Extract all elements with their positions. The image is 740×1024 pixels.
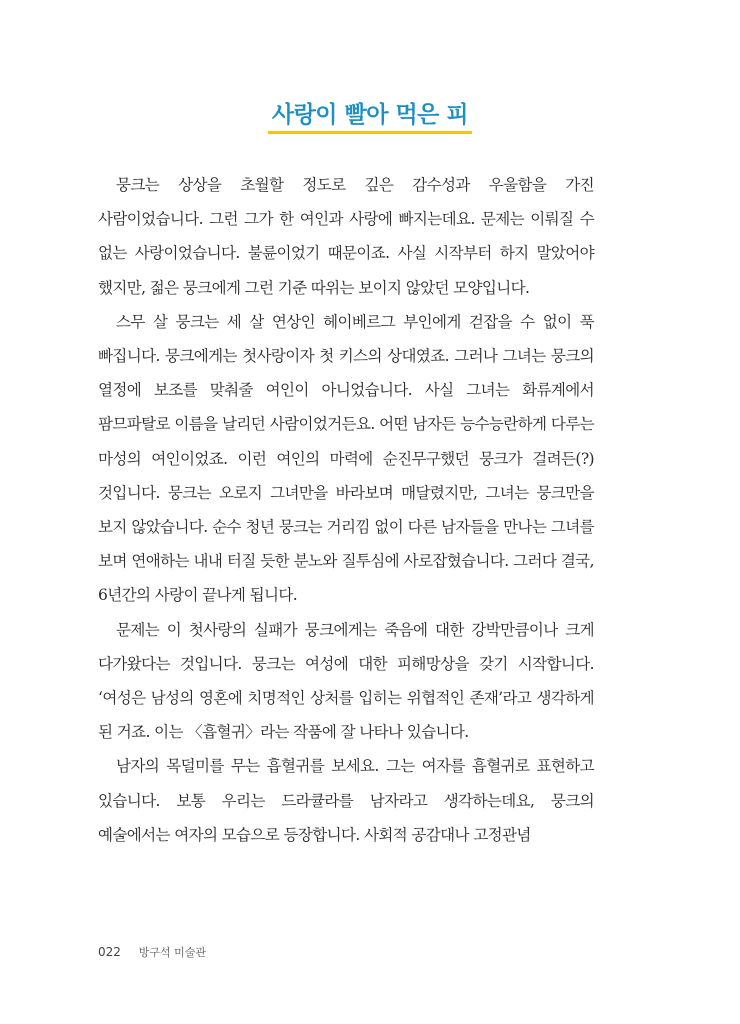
- book-title: 방구석 미술관: [138, 946, 206, 959]
- chapter-title-text: 사랑이 빨아 먹은 피: [271, 102, 469, 128]
- page-footer: [98, 944, 206, 960]
- chapter-title: [268, 96, 472, 132]
- paragraph: 문제는 이 첫사랑의 실패가 뭉크에게는 죽음에 대한 강박만큼이나 크게 다가왔다는 것입니다. 뭉크는 여성에 대한 피해망상을 갖기 시작합니다. ‘여성은 남성의 영혼에 치명적인 상처를 입히는 위협적인 존재’라고 생각하게 된 거죠. 이는 〈흡혈귀〉라는 작품에 잘 나타나 있습니다.: [98, 620, 594, 742]
- paragraph: 남자의 목덜미를 무는 흡혈귀를 보세요. 그는 여자를 흡혈귀로 표현하고 있습니다. 보통 우리는 드라큘라를 남자라고 생각하는데요, 뭉크의 예술에서는 여자의 모습으로 등장합니다. 사회적 공감대나 고정관념: [98, 757, 594, 844]
- paragraph: 스무 살 뭉크는 세 살 연상인 헤이베르그 부인에게 걷잡을 수 없이 푹 빠집니다. 뭉크에게는 첫사랑이자 첫 키스의 상대였죠. 그러나 그녀는 뭉크의 열정에 보조를 맞춰줄 여인이 아니었습니다. 사실 그녀는 화류계에서 팜므파탈로 이름을 날리던 사람이었거든요. 어떤 남자든 능수능란하게 다루는 마성의 여인이었죠. 이런 여인의 마력에 순진무구했던 뭉크가 걸려든(?) 것입니다. 뭉크는 오로지 그녀만을 바라보며 매달렸지만, 그녀는 뭉크만을 보지 않았습니다. 순수 청년 뭉크는 거리낌 없이 다른 남자들을 만나는 그녀를 보며 연애하는 내내 터질 듯한 분노와 질투심에 사로잡혔습니다. 그러다 결국, 6년간의 사랑이 끝나게 됩니다.: [98, 312, 594, 605]
- page-number: 022: [98, 945, 121, 959]
- body-text: [98, 168, 594, 852]
- title-underline: [268, 131, 472, 134]
- chapter-title-area: [0, 96, 740, 132]
- paragraph: 뭉크는 상상을 초월할 정도로 깊은 감수성과 우울함을 가진 사람이었습니다. 그런 그가 한 여인과 사랑에 빠지는데요. 문제는 이뤄질 수 없는 사랑이었습니다. 불륜이었기 때문이죠. 사실 시작부터 하지 말았어야 했지만, 젊은 뭉크에게 그런 기준 따위는 보이지 않았던 모양입니다.: [98, 176, 594, 297]
